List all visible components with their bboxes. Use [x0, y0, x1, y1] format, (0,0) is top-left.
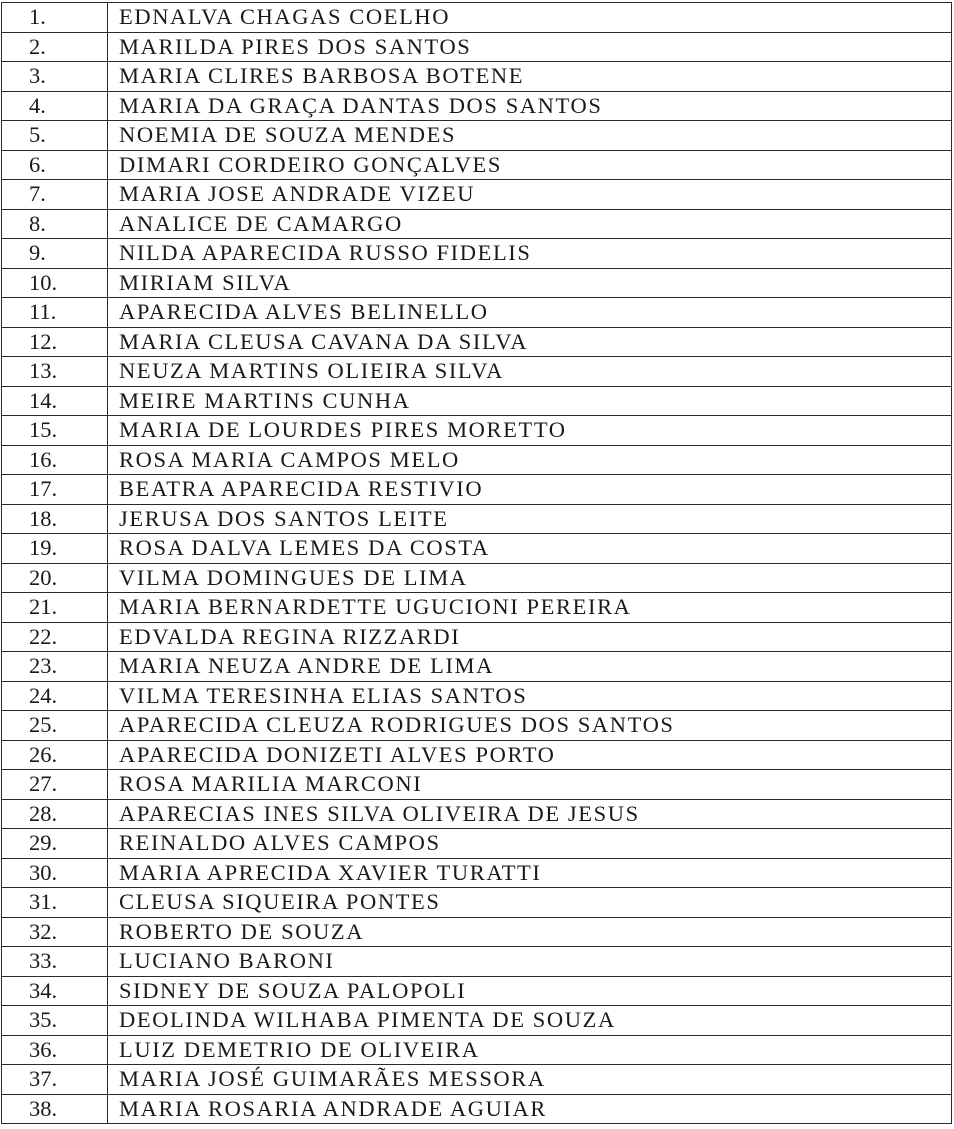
row-number: 3. — [2, 62, 108, 92]
row-number: 31. — [2, 888, 108, 918]
row-number: 34. — [2, 976, 108, 1006]
row-number: 36. — [2, 1035, 108, 1065]
person-name: MARIA ROSARIA ANDRADE AGUIAR — [108, 1094, 952, 1124]
row-number: 10. — [2, 268, 108, 298]
table-row — [2, 180, 952, 210]
person-name: APARECIDA CLEUZA RODRIGUES DOS SANTOS — [108, 711, 952, 741]
table-row — [2, 416, 952, 446]
row-number: 21. — [2, 593, 108, 623]
row-number: 16. — [2, 445, 108, 475]
person-name: MARIA NEUZA ANDRE DE LIMA — [108, 652, 952, 682]
table-row — [2, 622, 952, 652]
table-row — [2, 209, 952, 239]
person-name: APARECIAS INES SILVA OLIVEIRA DE JESUS — [108, 799, 952, 829]
person-name: MARILDA PIRES DOS SANTOS — [108, 32, 952, 62]
person-name: DEOLINDA WILHABA PIMENTA DE SOUZA — [108, 1006, 952, 1036]
row-number: 1. — [2, 3, 108, 33]
person-name: EDVALDA REGINA RIZZARDI — [108, 622, 952, 652]
table-row — [2, 799, 952, 829]
row-number: 8. — [2, 209, 108, 239]
row-number: 30. — [2, 858, 108, 888]
row-number: 18. — [2, 504, 108, 534]
person-name: APARECIDA ALVES BELINELLO — [108, 298, 952, 328]
person-name: MARIA CLEUSA CAVANA DA SILVA — [108, 327, 952, 357]
table-row — [2, 770, 952, 800]
table-row — [2, 534, 952, 564]
person-name: MARIA JOSÉ GUIMARÃES MESSORA — [108, 1065, 952, 1095]
table-row — [2, 504, 952, 534]
person-name: MARIA JOSE ANDRADE VIZEU — [108, 180, 952, 210]
person-name: MARIA DA GRAÇA DANTAS DOS SANTOS — [108, 91, 952, 121]
person-name: ROSA DALVA LEMES DA COSTA — [108, 534, 952, 564]
row-number: 25. — [2, 711, 108, 741]
row-number: 26. — [2, 740, 108, 770]
row-number: 15. — [2, 416, 108, 446]
table-row — [2, 681, 952, 711]
person-name: MARIA CLIRES BARBOSA BOTENE — [108, 62, 952, 92]
table-row — [2, 357, 952, 387]
table-row — [2, 32, 952, 62]
person-name: ANALICE DE CAMARGO — [108, 209, 952, 239]
person-name: MARIA DE LOURDES PIRES MORETTO — [108, 416, 952, 446]
table-row — [2, 917, 952, 947]
person-name: SIDNEY DE SOUZA PALOPOLI — [108, 976, 952, 1006]
table-row — [2, 121, 952, 151]
table-row — [2, 150, 952, 180]
table-row — [2, 386, 952, 416]
names-table-body — [2, 3, 952, 1124]
person-name: MARIA BERNARDETTE UGUCIONI PEREIRA — [108, 593, 952, 623]
row-number: 19. — [2, 534, 108, 564]
row-number: 6. — [2, 150, 108, 180]
row-number: 13. — [2, 357, 108, 387]
table-row — [2, 327, 952, 357]
person-name: DIMARI CORDEIRO GONÇALVES — [108, 150, 952, 180]
row-number: 23. — [2, 652, 108, 682]
table-row — [2, 947, 952, 977]
row-number: 20. — [2, 563, 108, 593]
table-row — [2, 1094, 952, 1124]
person-name: NEUZA MARTINS OLIEIRA SILVA — [108, 357, 952, 387]
row-number: 9. — [2, 239, 108, 269]
table-row — [2, 858, 952, 888]
row-number: 4. — [2, 91, 108, 121]
row-number: 35. — [2, 1006, 108, 1036]
row-number: 29. — [2, 829, 108, 859]
table-row — [2, 563, 952, 593]
person-name: ROSA MARIA CAMPOS MELO — [108, 445, 952, 475]
table-row — [2, 976, 952, 1006]
person-name: VILMA TERESINHA ELIAS SANTOS — [108, 681, 952, 711]
table-row — [2, 268, 952, 298]
person-name: CLEUSA SIQUEIRA PONTES — [108, 888, 952, 918]
person-name: VILMA DOMINGUES DE LIMA — [108, 563, 952, 593]
person-name: APARECIDA DONIZETI ALVES PORTO — [108, 740, 952, 770]
person-name: JERUSA DOS SANTOS LEITE — [108, 504, 952, 534]
person-name: MIRIAM SILVA — [108, 268, 952, 298]
row-number: 22. — [2, 622, 108, 652]
person-name: LUIZ DEMETRIO DE OLIVEIRA — [108, 1035, 952, 1065]
table-row — [2, 829, 952, 859]
table-row — [2, 1035, 952, 1065]
table-row — [2, 475, 952, 505]
person-name: ROBERTO DE SOUZA — [108, 917, 952, 947]
row-number: 5. — [2, 121, 108, 151]
row-number: 38. — [2, 1094, 108, 1124]
table-row — [2, 239, 952, 269]
table-row — [2, 91, 952, 121]
names-table — [1, 2, 952, 1124]
person-name: EDNALVA CHAGAS COELHO — [108, 3, 952, 33]
person-name: LUCIANO BARONI — [108, 947, 952, 977]
table-row — [2, 1006, 952, 1036]
table-row — [2, 740, 952, 770]
table-row — [2, 652, 952, 682]
table-row — [2, 593, 952, 623]
person-name: MEIRE MARTINS CUNHA — [108, 386, 952, 416]
person-name: NILDA APARECIDA RUSSO FIDELIS — [108, 239, 952, 269]
row-number: 17. — [2, 475, 108, 505]
row-number: 27. — [2, 770, 108, 800]
row-number: 37. — [2, 1065, 108, 1095]
table-row — [2, 711, 952, 741]
table-row — [2, 3, 952, 33]
person-name: ROSA MARILIA MARCONI — [108, 770, 952, 800]
person-name: MARIA APRECIDA XAVIER TURATTI — [108, 858, 952, 888]
table-row — [2, 298, 952, 328]
person-name: REINALDO ALVES CAMPOS — [108, 829, 952, 859]
table-row — [2, 1065, 952, 1095]
table-row — [2, 888, 952, 918]
table-row — [2, 62, 952, 92]
row-number: 28. — [2, 799, 108, 829]
person-name: BEATRA APARECIDA RESTIVIO — [108, 475, 952, 505]
row-number: 14. — [2, 386, 108, 416]
row-number: 12. — [2, 327, 108, 357]
person-name: NOEMIA DE SOUZA MENDES — [108, 121, 952, 151]
row-number: 11. — [2, 298, 108, 328]
row-number: 24. — [2, 681, 108, 711]
row-number: 33. — [2, 947, 108, 977]
row-number: 32. — [2, 917, 108, 947]
table-row — [2, 445, 952, 475]
row-number: 7. — [2, 180, 108, 210]
row-number: 2. — [2, 32, 108, 62]
